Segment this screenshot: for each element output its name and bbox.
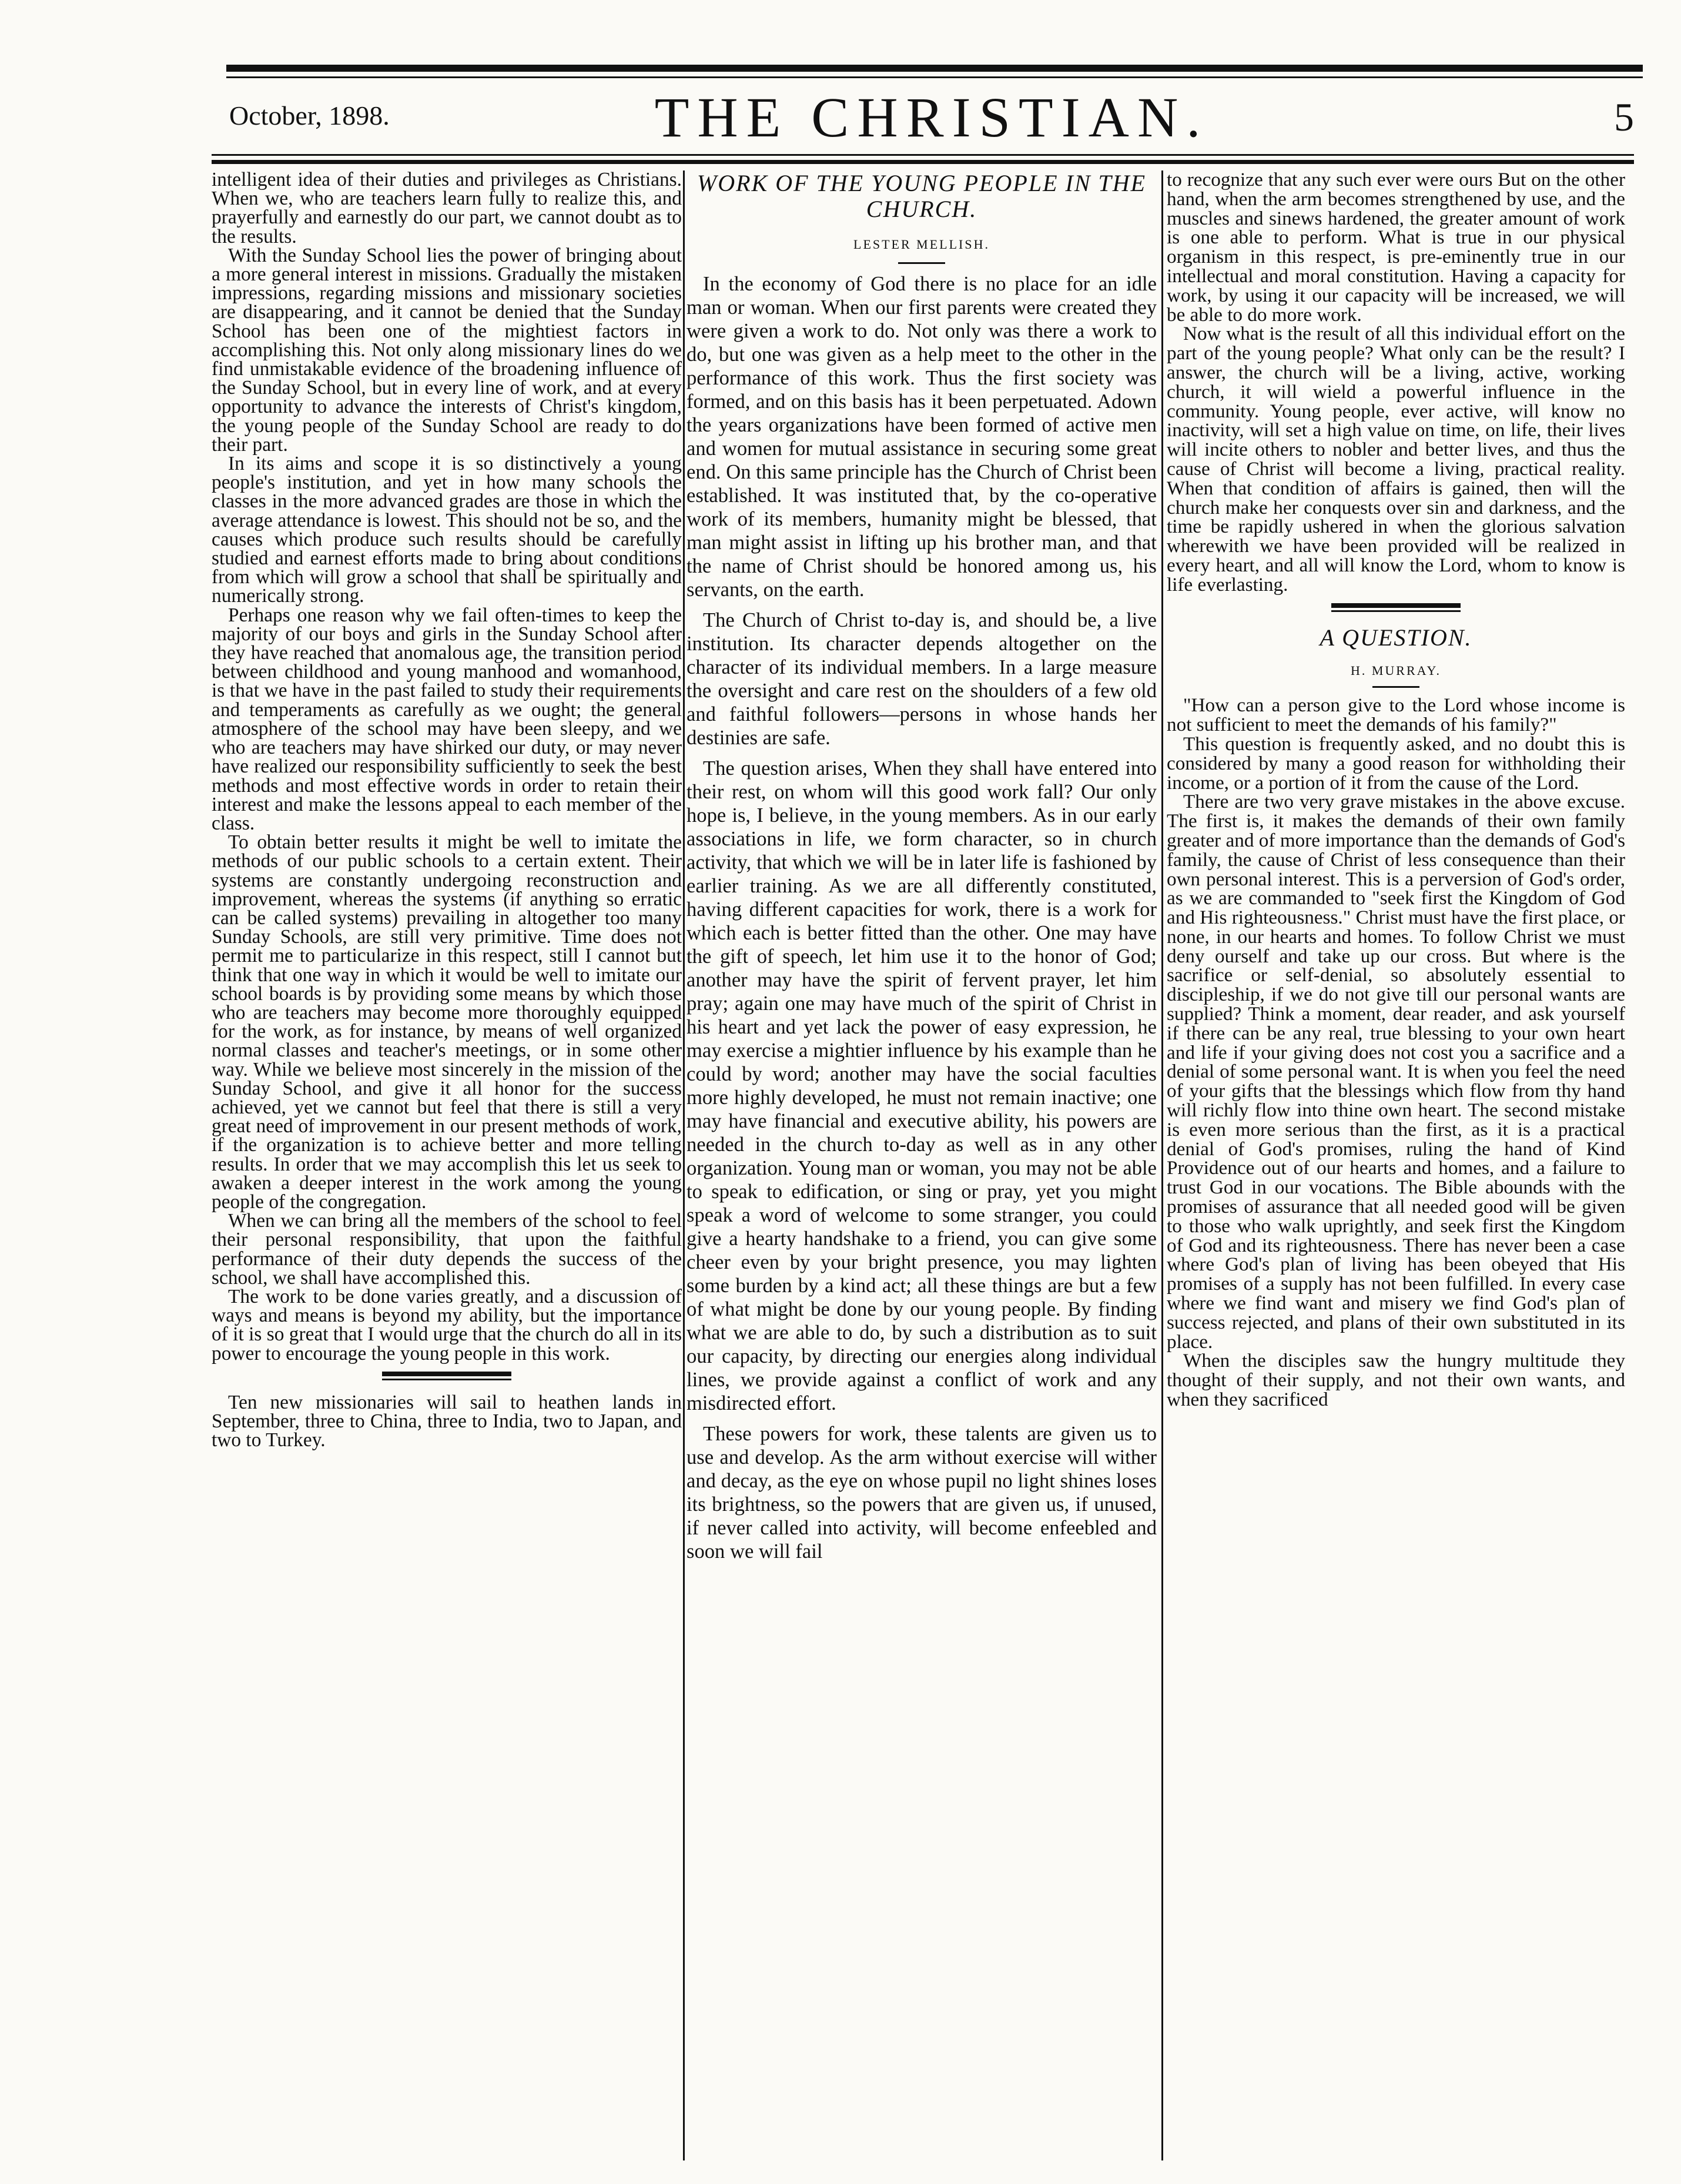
page-number: 5 — [1614, 95, 1634, 139]
article-paragraph: The work to be done varies greatly, and a discussion of ways and means is beyond my ability, but the importance of it is so great that I would urge that the church do all in its power to encourage the young people in this work. — [212, 1285, 682, 1364]
column-1 — [212, 170, 682, 2163]
top-rule-thin — [226, 76, 1643, 78]
column-3 — [1167, 170, 1625, 2163]
top-rule-thick — [226, 65, 1643, 72]
section-divider — [1331, 603, 1461, 612]
section-divider — [382, 1372, 511, 1380]
column-2 — [687, 170, 1157, 2163]
article-paragraph: Perhaps one reason why we fail often-times to keep the majority of our boys and girls in the Sunday School after they have reached that anomalous age, the transition period between childhood and young manhood and womanhood, is that we have in the past failed to study their requirements and temperaments as carefully as we ought; the general atmosphere of the school may have been sleepy, and we who are teachers may have shirked our duty, or may never have realized our responsibility sufficiently to seek the best methods and most effective words in order to retain their interest and make the lessons appeal to each member of the class. — [212, 604, 682, 834]
column-divider-right — [1161, 170, 1163, 2160]
article-byline: H. MURRAY. — [1350, 663, 1442, 678]
article-paragraph: to recognize that any such ever were ours But on the other hand, when the arm becomes strengthened by use, and the muscles and sinews hardened, the greater amount of work is one able to perform. What is true in our physical organism in this respect, is pre-eminently true in our intellectual and moral constitution. Having a capacity for work, by using it our capacity will be increased, we will be able to do more work. — [1167, 170, 1625, 326]
article-paragraph: To obtain better results it might be well to imitate the methods of our public schools to a certain extent. Their systems are constantly undergoing reconstruction and improvement, whereas the systems (if anything so erratic can be called systems) prevailing in altogether too many Sunday Schools, are still very primitive. Time does not permit me to particularize in this respect, still I cannot but think that one way in which it would be well to imitate our school boards is by providing some means by which those who are teachers may become more thoroughly equipped for the work, as for instance, by means of well organized normal classes and teacher's meetings, or in some other way. While we believe most sincerely in the mission of the Sunday School, and give it all honor for the success achieved, yet we cannot but feel that there is still a very great need of improvement in our present methods of work, if the organization is to achieve better and more telling results. In order that we may accomplish this let us seek to awaken a deeper interest in the work among the young people of the congregation. — [212, 831, 682, 1213]
byline-rule — [1372, 686, 1419, 688]
issue-date: October, 1898. — [229, 101, 390, 131]
article-paragraph: The question arises, When they shall have entered into their rest, on whom will this good work fall? Our only hope is, I believe, in the young members. As in our early associations in life, we form character, so in church activity, that which we will be in later life is fashioned by earlier training. As we are all differently constituted, having different capacities for work, there is a work for which each is better fitted than the other. One may have the gift of speech, let him use it to the honor of God; another may have the spirit of fervent prayer, let him pray; again one may have much of the spirit of Christ in his heart and yet lack the power of easy expression, he may exercise a mightier influence by his example than he could by word; another may have the social faculties more highly developed, he must not remain inactive; one may have financial and executive ability, his powers are needed in the church to-day as well as in any other organization. Young man or woman, you may not be able to speak to edification, or sing or pray, yet you might speak a word of welcome to some stranger, you could give a hearty handshake to a friend, you can give some cheer even by your bright presence, you may lighten some burden by a kind act; all these things are but a few of what might be done by our young people. By finding what we are able to do, by such a distribution as to suit our capacity, by directing our energies along individual lines, we provide against a conflict of work and any misdirected effort. — [687, 757, 1157, 1414]
article-paragraph: This question is frequently asked, and no doubt this is considered by many a good reason for withholding their income, or a portion of it from the cause of the Lord. — [1167, 733, 1625, 794]
article-paragraph: With the Sunday School lies the power of bringing about a more general interest in missions. Gradually the mistaken impressions, regarding missions and missionary societies are disappearing, and it cannot be denied that the Sunday School has been one of the mightiest factors in accomplishing this. Not only along missionary lines do we find unmistakable evidence of the broadening influence of the Sunday School, but in every line of work, and at every opportunity to advance the interests of Christ's kingdom, the young people of the Sunday School are ready to do their part. — [212, 244, 682, 456]
article-title: WORK OF THE YOUNG PEOPLE IN THE CHURCH. — [696, 170, 1147, 222]
article-paragraph: "How can a person give to the Lord whose income is not sufficient to meet the demands of his family?" — [1167, 694, 1625, 736]
article-title: A QUESTION. — [1320, 624, 1472, 651]
header-rule-thick — [212, 160, 1634, 164]
article-paragraph: When we can bring all the members of the school to feel their personal responsibility, that upon the faithful performance of their duty depends the success of the school, we shall have accomplished this. — [212, 1210, 682, 1289]
newspaper-title: THE CHRISTIAN. — [654, 86, 1209, 149]
news-note: Ten new missionaries will sail to heathen lands in September, three to China, three to India, two to Japan, and two to Turkey. — [212, 1391, 682, 1451]
header-rule-thin — [212, 154, 1634, 156]
article-paragraph: intelligent idea of their duties and privileges as Christians. When we, who are teachers learn fully to realize this, and prayerfully and earnestly do our part, we cannot doubt as to the results. — [212, 170, 682, 248]
article-paragraph: In the economy of God there is no place for an idle man or woman. When our first parents were created they were given a work to do. Not only was there a work to do, but one was given as a help meet to the other in the performance of this work. Thus the first society was formed, and on this basis has it been perpetuated. Adown the years organizations have been formed of active men and women for mutual assistance in securing some great end. On this same principle has the Church of Christ been established. It was instituted that, by the co-operative work of its members, humanity might be blessed, that man might assist in lifting up his brother man, and that the name of Christ should be honored among us, his servants, on the earth. — [687, 273, 1157, 601]
article-paragraph: There are two very grave mistakes in the above excuse. The first is, it makes the demands of their own family greater and of more importance than the demands of God's family, the cause of Christ of less consequence than their own personal interest. This is a perversion of God's order, as we are commanded to "seek first the Kingdom of God and His righteousness." Christ must have the first place, or none, in our hearts and homes. To follow Christ we must deny ourself and take up our cross. But where is the sacrifice or self-denial, so absolutely essential to discipleship, if we do not give till our personal wants are supplied? Think a moment, dear reader, and ask yourself if there can be any real, true blessing to your own heart and life if your giving does not cost you a sacrifice and a denial of some personal want. It is when you feel the need of your gifts that the blessings which flow from thy hand will richly flow into thine own heart. The second mistake is even more serious than the first, as it is a practical denial of God's promises, ruling the hand of Kind Providence out of our hearts and homes, and a failure to trust God in our vocations. The Bible abounds with the promises of assurance that all needed good will be given to those who walk uprightly, and seek first the Kingdom of God and its righteousness. There has never been a case where God's plan of living has been obeyed that His promises of a supply has not been fulfilled. In every case where we find want and misery we find God's plan of success rejected, and plans of their own substituted in its place. — [1167, 791, 1625, 1353]
column-divider-left — [683, 170, 685, 2160]
article-byline: LESTER MELLISH. — [853, 237, 990, 252]
byline-rule — [898, 262, 945, 264]
article-paragraph: The Church of Christ to-day is, and should be, a live institution. Its character depends altogether on the character of its individual members. In a large measure the oversight and care rest on the shoulders of a few old and faithful followers—persons in whose hands her destinies are safe. — [687, 609, 1157, 749]
article-paragraph: In its aims and scope it is so distinctively a young people's institution, and yet in how many schools the classes in the more advanced grades are those in which the average attendance is lowest. This should not be so, and the causes which produce such results should be carefully studied and earnest efforts made to bring about conditions from which will grow a school that shall be spiritually and numerically strong. — [212, 453, 682, 607]
article-paragraph: These powers for work, these talents are given us to use and develop. As the arm without exercise will wither and decay, as the eye on whose pupil no light shines loses its brightness, so the powers that are given us, if unused, if never called into activity, will become enfeebled and soon we will fail — [687, 1423, 1157, 1563]
article-paragraph: When the disciples saw the hungry multitude they thought of their supply, and not their own wants, and when they sacrificed — [1167, 1350, 1625, 1411]
masthead — [229, 88, 1634, 159]
article-paragraph: Now what is the result of all this individual effort on the part of the young people? What only can be the result? I answer, the church will be a living, active, working church, it will wield a powerful influence in the community. Young people, ever active, will know no inactivity, will set a high value on time, on life, their lives will incite others to nobler and better lives, and thus the cause of Christ will become a living, practical reality. When that condition of affairs is gained, then will the church make her conquests over sin and darkness, and the time be rapidly ushered in when the glorious salvation wherewith we have been provided will be realized in every heart, and all will know the Lord, whom to know is life everlasting. — [1167, 323, 1625, 596]
